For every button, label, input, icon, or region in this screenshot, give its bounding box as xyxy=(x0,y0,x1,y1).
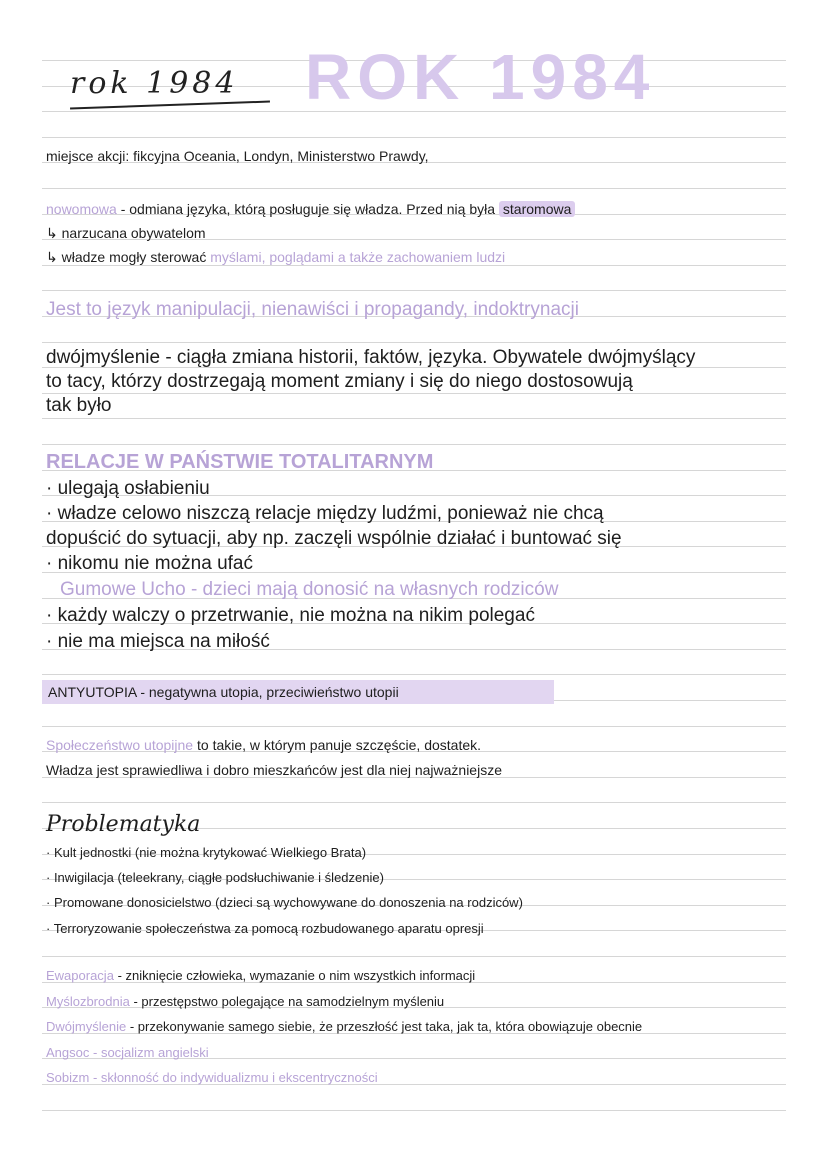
glossary-term: Angsoc xyxy=(46,1044,90,1060)
glossary-item xyxy=(46,1043,209,1063)
problem-item: · Inwigilacja (teleekrany, ciągłe podsłuchiwanie i śledzenie) xyxy=(46,870,384,885)
ruled-line xyxy=(42,418,786,419)
glossary-definition: - skłonność do indywidualizmu i ekscentryczności xyxy=(92,1070,378,1085)
doublethink-line-3: tak było xyxy=(46,395,112,416)
newspeak-sub2-dark: ↳ władze mogły sterować xyxy=(46,249,207,265)
newspeak-sub1: ↳ narzucana obywatelom xyxy=(46,225,206,241)
glossary-term: Myślozbrodnia xyxy=(46,993,130,1009)
relations-item: dopuścić do sytuacji, aby np. zaczęli wspólnie działać i buntować się xyxy=(46,528,622,549)
problem-item: · Promowane donosicielstwo (dzieci są wychowywane do donoszenia na rodziców) xyxy=(46,895,523,910)
relations-item: · władze celowo niszczą relacje między ludźmi, ponieważ nie chcą xyxy=(46,503,604,524)
relations-item: · każdy walczy o przetrwanie, nie można na nikim polegać xyxy=(46,605,535,626)
problems-heading: Problematyka xyxy=(46,812,201,837)
relations-item: · ulegają osłabieniu xyxy=(46,478,210,499)
relations-heading: RELACJE W PAŃSTWIE TOTALITARNYM xyxy=(46,451,434,473)
utopian-line-2: Władza jest sprawiedliwa i dobro mieszkańców jest dla niej najważniejsze xyxy=(46,762,502,778)
glossary-definition: - socjalizm angielski xyxy=(93,1044,209,1060)
utopian-line-1 xyxy=(46,735,481,755)
newspeak-definition: - odmiana języka, którą posługuje się władza. Przed nią była xyxy=(120,201,496,217)
utopian-term: Społeczeństwo utopijne xyxy=(46,737,194,753)
ruled-line xyxy=(42,956,786,957)
newspeak-sub2-light: myślami, poglądami a także zachowaniem ludzi xyxy=(210,249,506,265)
ruled-line xyxy=(42,444,786,445)
glossary-definition: - przekonywanie samego siebie, że przeszłość jest taka, jak ta, która obowiązuje obecnie xyxy=(129,1019,643,1034)
title-handwritten: rok 1984 xyxy=(70,66,239,101)
newspeak-line xyxy=(46,199,575,219)
newspeak-highlight: staromowa xyxy=(499,201,575,217)
glossary-item xyxy=(46,992,444,1012)
relations-item: · nikomu nie można ufać xyxy=(46,553,253,574)
antyutopia-definition: ANTYUTOPIA - negatywna utopia, przeciwieństwo utopii xyxy=(42,680,554,704)
utopian-rest: to takie, w którym panuje szczęście, dostatek. xyxy=(197,737,482,753)
ruled-line xyxy=(42,726,786,727)
doublethink-line-1: dwójmyślenie - ciągła zmiana historii, faktów, języka. Obywatele dwójmyślący xyxy=(46,347,696,368)
glossary-term: Sobizm xyxy=(46,1070,90,1085)
ruled-line xyxy=(42,290,786,291)
page-title: ROK 1984 xyxy=(305,41,656,113)
problem-item: · Terroryzowanie społeczeństwa za pomocą rozbudowanego aparatu opresji xyxy=(46,921,484,936)
glossary-item xyxy=(46,1068,378,1088)
glossary-item xyxy=(46,966,475,986)
glossary-item xyxy=(46,1017,642,1037)
ruled-line xyxy=(42,188,786,189)
problem-item: · Kult jednostki (nie można krytykować Wielkiego Brata) xyxy=(46,845,367,860)
ruled-line xyxy=(42,342,786,343)
ruled-line xyxy=(42,802,786,803)
relations-item: · nie ma miejsca na miłość xyxy=(46,631,270,652)
newspeak-note: Jest to język manipulacji, nienawiści i propagandy, indoktrynacji xyxy=(46,299,579,320)
newspeak-term: nowomowa xyxy=(46,201,117,217)
ruled-line xyxy=(42,137,786,138)
glossary-term: Dwójmyślenie xyxy=(46,1019,127,1034)
glossary-term: Ewaporacja xyxy=(46,968,114,983)
doublethink-line-2: to tacy, którzy dostrzegają moment zmiany i się do niego dostosowują xyxy=(46,371,633,392)
ruled-line xyxy=(42,1110,786,1111)
setting-line: miejsce akcji: fikcyjna Oceania, Londyn, Ministerstwo Prawdy, xyxy=(46,148,429,164)
gumowe-ucho: Gumowe Ucho - dzieci mają donosić na własnych rodziców xyxy=(60,579,559,600)
glossary-definition: - przestępstwo polegające na samodzielnym myśleniu xyxy=(133,993,445,1009)
ruled-line xyxy=(42,674,786,675)
glossary-definition: - zniknięcie człowieka, wymazanie o nim wszystkich informacji xyxy=(117,968,476,983)
newspeak-sub2 xyxy=(46,247,505,267)
